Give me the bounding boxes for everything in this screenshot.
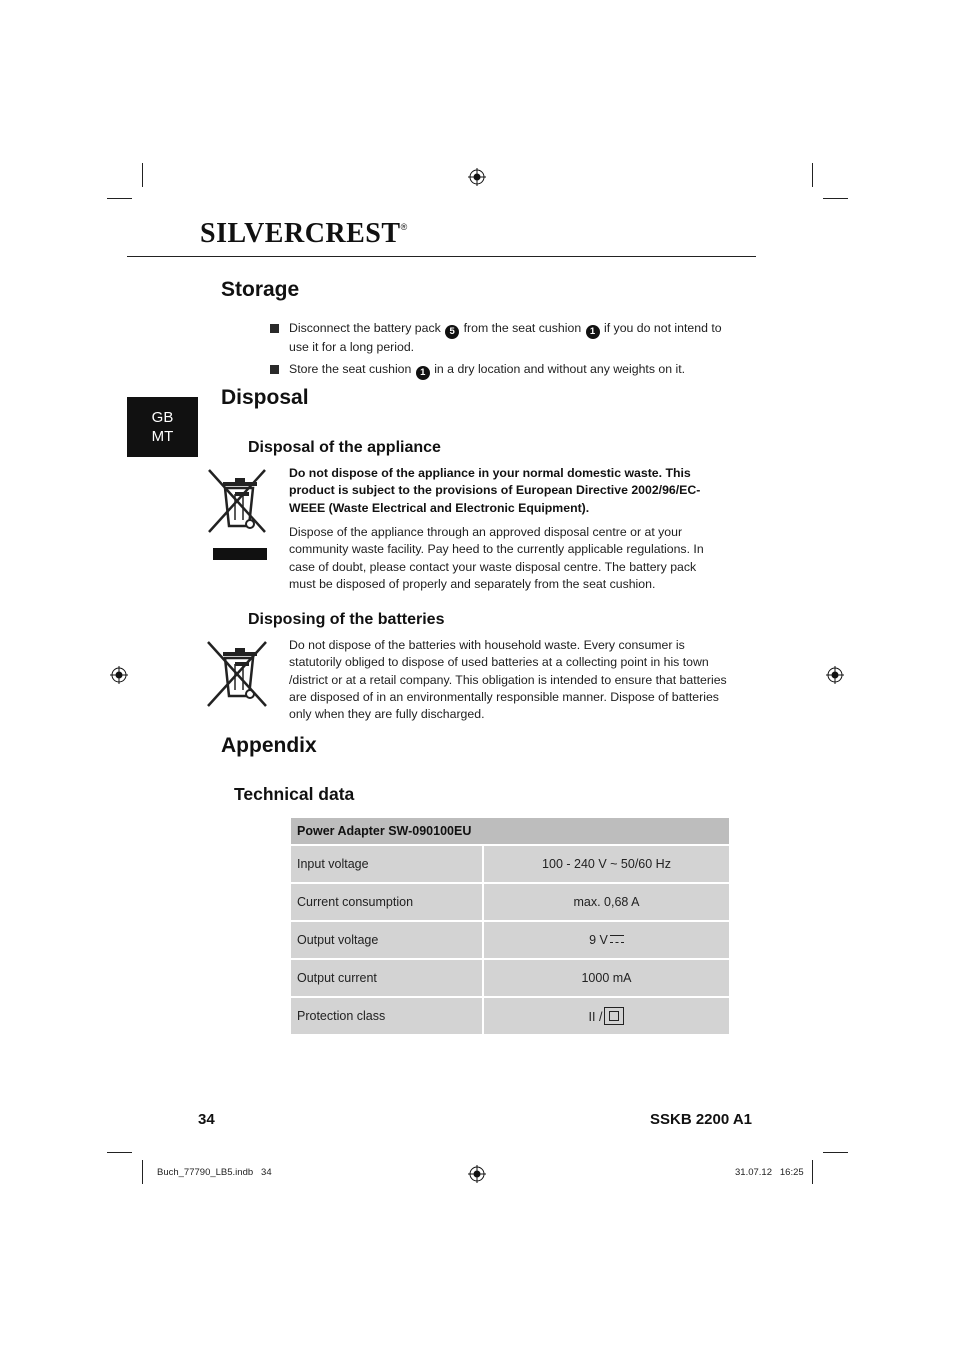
disposal-appliance-heading: Disposal of the appliance	[248, 439, 441, 456]
table-cell-label: Input voltage	[290, 845, 483, 883]
technical-data-table	[289, 816, 731, 1036]
registration-mark-icon	[826, 666, 844, 684]
bullet-marker	[270, 324, 279, 333]
disposal-batteries-text: Do not dispose of the batteries with household waste. Every consumer is statutorily obliged to dispose of used batteries at a collecting point in his town /district or at a retail company. This obligation is intended to ensure that batteries are disposed of in an environmentally responsible manner. Dispose of batteries only when they are fully discharged.	[289, 638, 727, 722]
disposal-appliance-text: Dispose of the appliance through an approved disposal centre or at your community waste facility. Pay heed to the currently applicable regulations. In case of doubt, please contact your waste disposal centre. The battery pack must be disposed of properly and separately from the seat cushion.	[289, 525, 704, 591]
storage-bullet-2	[289, 361, 729, 380]
crop-mark	[107, 1152, 132, 1153]
print-slug-file: Buch_77790_LB5.indb 34	[157, 1167, 272, 1178]
callout-number: 1	[586, 325, 600, 339]
language-tab-line: MT	[151, 428, 174, 445]
appendix-heading: Appendix	[221, 734, 317, 757]
table-cell-value: 100 - 240 V ~ 50/60 Hz	[483, 845, 730, 883]
table-cell-value	[483, 997, 730, 1035]
storage-bullet-1	[289, 320, 729, 356]
callout-number: 1	[416, 366, 430, 380]
brand-logo	[200, 218, 408, 250]
crop-mark	[142, 163, 143, 187]
disposal-batteries-heading: Disposing of the batteries	[248, 611, 445, 628]
table-cell-value: 1000 mA	[483, 959, 730, 997]
table-header: Power Adapter SW-090100EU	[290, 817, 730, 845]
storage-heading: Storage	[221, 278, 300, 301]
technical-data-heading: Technical data	[234, 784, 355, 804]
protection-class-ii-icon	[604, 1007, 624, 1025]
text-run: in a dry location and without any weights on it.	[430, 362, 686, 376]
registration-mark-icon	[110, 666, 128, 684]
header-rule	[127, 256, 756, 257]
table-cell-label: Protection class	[290, 997, 483, 1035]
registration-mark-icon	[468, 1165, 486, 1183]
table-row	[290, 883, 730, 921]
language-tab-line: GB	[151, 409, 174, 426]
model-number: SSKB 2200 A1	[650, 1111, 752, 1128]
direct-current-icon	[610, 935, 624, 943]
crop-mark	[142, 1160, 143, 1184]
language-tab	[127, 397, 198, 457]
disposal-appliance-warning: Do not dispose of the appliance in your normal domestic waste. This product is subject to the provisions of European Directive 2002/96/EC-WEEE (Waste Electrical and Electronic Equipment).	[289, 466, 701, 515]
print-slug-datetime: 31.07.12 16:25	[735, 1167, 804, 1178]
table-cell-label: Output current	[290, 959, 483, 997]
text-run: from the seat cushion	[460, 321, 585, 335]
text-run: Disconnect the battery pack	[289, 321, 445, 335]
callout-number: 5	[445, 325, 459, 339]
crop-mark	[812, 1160, 813, 1184]
table-cell-value	[483, 921, 730, 959]
crossed-bin-icon	[205, 466, 269, 562]
bullet-marker	[270, 365, 279, 374]
crop-mark	[812, 163, 813, 187]
table-cell-value: max. 0,68 A	[483, 883, 730, 921]
disposal-heading: Disposal	[221, 386, 309, 409]
text-run: Store the seat cushion	[289, 362, 415, 376]
brand-logo-text: SILVERCREST	[200, 218, 401, 249]
crop-mark	[107, 198, 132, 199]
crop-mark	[823, 198, 848, 199]
table-row	[290, 997, 730, 1035]
table-row	[290, 959, 730, 997]
registration-mark-icon	[468, 168, 486, 186]
table-cell-label: Output voltage	[290, 921, 483, 959]
value-text: II /	[588, 1010, 603, 1024]
table-header-row	[290, 817, 730, 845]
table-row	[290, 921, 730, 959]
page-number: 34	[198, 1111, 215, 1128]
registered-mark: ®	[400, 222, 408, 232]
value-text: 9 V	[589, 933, 608, 947]
text-run: if you do not intend to use it for a long period.	[289, 321, 722, 354]
table-row	[290, 845, 730, 883]
crop-mark	[823, 1152, 848, 1153]
table-cell-label: Current consumption	[290, 883, 483, 921]
crossed-bin-icon	[205, 638, 269, 710]
